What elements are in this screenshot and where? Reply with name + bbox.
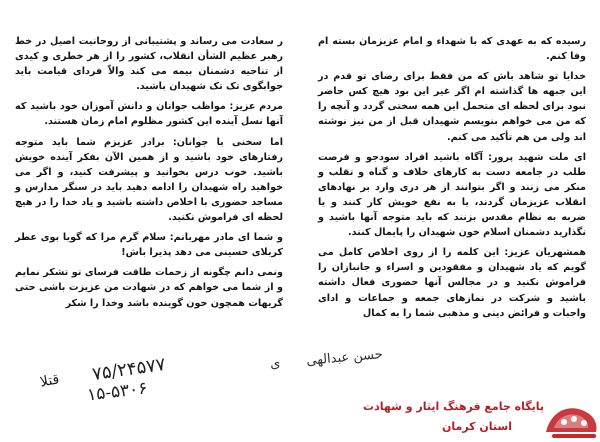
paragraph: رسیده که به عهدی که با شهداء و امام عزیزمان بسته ام وفا کنم. xyxy=(318,36,586,63)
handwritten-name: حسن عبدالهی ی xyxy=(269,347,384,372)
left-text-column xyxy=(15,34,283,315)
paragraph: ونمی دانم چگونه از زحمات طاقت فرسای تو تشکر نمایم و از شما می خواهم که در شهادت من عزیزت باشی حتی گریهات همچون خون گوینده باشد وخدا را شکر xyxy=(15,267,283,309)
logo-icon xyxy=(542,398,600,442)
watermark-title: پایگاه جامع فرهنگ ایثار و شهادت xyxy=(363,400,544,413)
paragraph: خدایا تو شاهد باش که من فقط برای رضای تو قدم در این جبهه ها گذاشته ام اگر غیر این بود هیچ کس حاضر نبود برای لحظه ای متحمل این همه سختی گردد و آنچه را که من می خواهم بنویسم شهیدان قبل از من نیز نوشته اند ولی من هم تأکید می کنم. xyxy=(318,71,586,143)
paragraph: همشهریان عزیز: این کلمه را از روی اخلاص کامل می گویم که یاد شهیدان و مفقودین و اسراء و جانبازان را فراموش نکنید و در مجالس آنها حضوری فعال داشته باشید و شرکت در نمازهای جمعه و جماعات و ادای واجبات و فرائض دینی و مذهبی شما را به کمال xyxy=(318,247,586,319)
paragraph: ای ملت شهید پرور: آگاه باشید افراد سودجو و فرصت طلب در جامعه دست به کارهای خلاف و گناه و تقلب و منکر می زنند و اگر بتوانند از هر دری وارد بر نهادهای انقلاب عزیزمان گردند، یا به نفع خویش کار کنند و یا ضربه به نظام مقدس بزنند که باید متوجه آنها باشید و نگذارید دشمنان اسلام خون شهیدان را پایمال کنند. xyxy=(318,151,586,239)
handwritten-word: قتلا xyxy=(38,371,61,391)
watermark xyxy=(363,398,600,442)
paragraph: اما سخنی با جوانان: برادر عزیزم شما باید متوجه رفتارهای خود باشید و از همین الآن بفکر آینده خویش باشید. خوب درس بخوانید و پیشرفت کنید، و اگر می خواهید راه شهیدان را ادامه دهید باید در سنگر مدارس و مساجد حضوری با اخلاص داشته باشید و یاد خدا را در هیچ لحظه ای فراموش نکنید. xyxy=(15,136,283,224)
handwritten-number: ۱۵-۵۳۰۶ xyxy=(86,378,149,406)
paragraph: و شما ای مادر مهربانم: سلام گرم مرا که گویا بوی عطر کربلای حسینی می دهد پذیرا باش! xyxy=(15,232,283,259)
right-text-column xyxy=(318,34,586,325)
paragraph: ر سعادت می رساند و پشتیبانی از روحانیت اصیل در خط رهبر عظیم الشأن انقلاب، کشور را از هر خطری و کیدی از تناحیه دشمنان بیمه می کند والاّ فردای قیامت باید جوابگوی تک تک شهیدان باشید. xyxy=(15,36,283,93)
paragraph: مردم عزیز: مواظب جوانان و دانش آموزان خود باشید که آنها نسل آینده این کشور مظلوم امام زمان هستند. xyxy=(15,101,283,128)
watermark-subtitle: استان کرمان xyxy=(442,420,512,433)
handwritten-number: ۷۵/۲۴۵۷۷ xyxy=(90,353,167,386)
